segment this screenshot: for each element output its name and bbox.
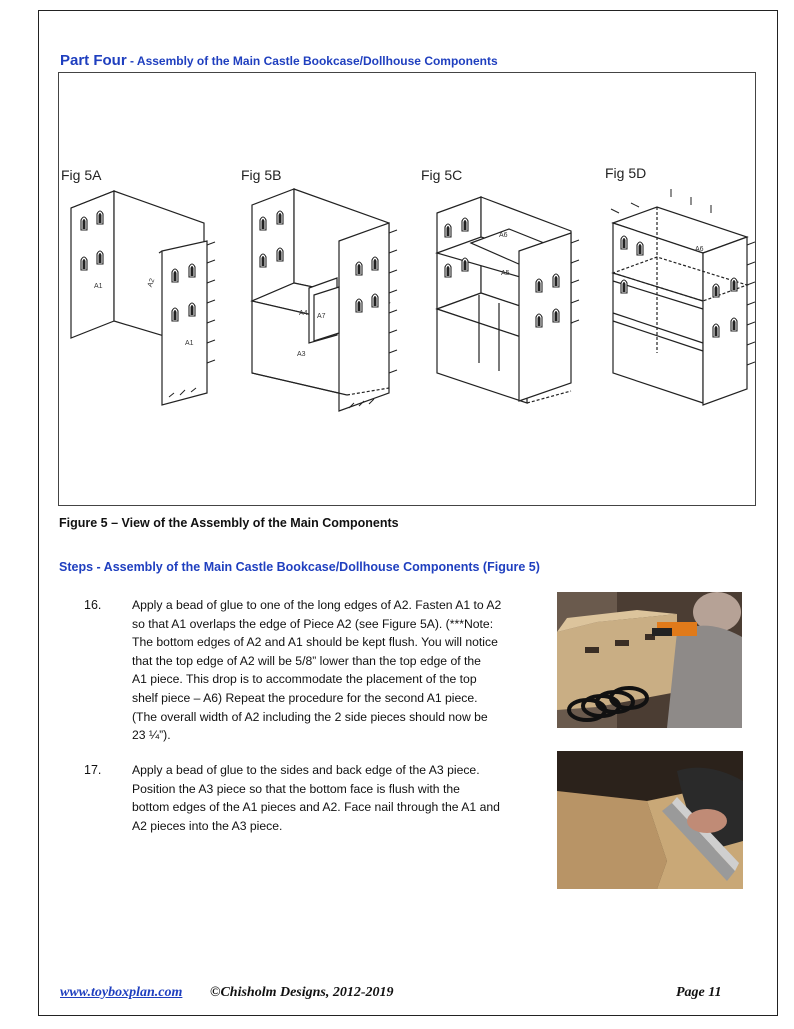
fig-5c-label: Fig 5C — [421, 167, 463, 183]
fig5a-label-a1-right: A1 — [185, 340, 194, 347]
step-16-line: 23 ¼”). — [132, 728, 171, 743]
step-16-number: 16. — [84, 598, 102, 612]
fig5a-label-a1-left: A1 — [94, 283, 103, 290]
step-16-line: that the top edge of A2 will be 5/8” lower than the top edge of the — [132, 653, 481, 668]
step-17-photo — [557, 751, 743, 889]
fig-5a-drawing — [71, 191, 215, 405]
fig5d-label-a6: A6 — [695, 246, 704, 253]
step-17-line: Position the A3 piece so that the bottom face is flush with the — [132, 781, 460, 796]
fig5a-label-a2: A2 — [146, 277, 157, 289]
fig-5d-drawing — [611, 189, 755, 405]
fig5c-label-a6: A6 — [499, 232, 508, 239]
step-17-line: Apply a bead of glue to the sides and back edge of the A3 piece. — [132, 763, 480, 777]
figure-caption: Figure 5 – View of the Assembly of the Main Components — [59, 516, 399, 530]
steps-heading: Steps - Assembly of the Main Castle Bookcase/Dollhouse Components (Figure 5) — [59, 560, 540, 574]
step-16-text — [132, 596, 552, 745]
fig5b-label-a4: A4 — [299, 310, 308, 317]
step-16-photo-art — [557, 592, 742, 728]
fig-5b-label: Fig 5B — [241, 167, 282, 183]
step-17-number: 17. — [84, 763, 102, 777]
step-16-line: The bottom edges of A2 and A1 should be kept flush. You will notice — [132, 635, 498, 650]
fig5c-label-a5: A5 — [501, 270, 510, 277]
step-16-line: (The overall width of A2 including the 2 side pieces should now be — [132, 709, 488, 724]
fig5b-label-a7: A7 — [317, 313, 326, 320]
footer-page-number: Page 11 — [676, 985, 722, 1000]
figure-5-drawings — [59, 73, 755, 505]
fig5b-label-a3: A3 — [297, 351, 306, 358]
step-16-line: A1 piece. This drop is to accommodate the placement of the top — [132, 672, 477, 687]
step-17-photo-art — [557, 751, 743, 889]
part-label: Part Four — [60, 52, 127, 69]
fig-5d-label: Fig 5D — [605, 165, 647, 181]
part-subtitle: - Assembly of the Main Castle Bookcase/Dollhouse Components — [126, 54, 498, 68]
footer-copyright: ©Chisholm Designs, 2012-2019 — [210, 985, 394, 1000]
part-heading — [60, 52, 498, 69]
fig-5a-label: Fig 5A — [61, 167, 102, 183]
step-16-line: so that A1 overlaps the edge of Piece A2 (see Figure 5A). (***Note: — [132, 616, 494, 631]
step-16-line: Apply a bead of glue to one of the long edges of A2. Fasten A1 to A2 — [132, 598, 502, 612]
step-16-line: shelf piece – A6) Repeat the procedure for the second A1 piece. — [132, 690, 478, 705]
step-17-text — [132, 761, 552, 835]
step-17-line: A2 pieces into the A3 piece. — [132, 818, 283, 833]
fig-5c-drawing — [437, 197, 579, 403]
figure-5-box — [58, 72, 756, 506]
step-17-line: bottom edges of the A1 pieces and A2. Face nail through the A1 and — [132, 800, 500, 815]
step-16-photo — [557, 592, 742, 728]
footer-website-link[interactable]: www.toyboxplan.com — [60, 985, 183, 1000]
